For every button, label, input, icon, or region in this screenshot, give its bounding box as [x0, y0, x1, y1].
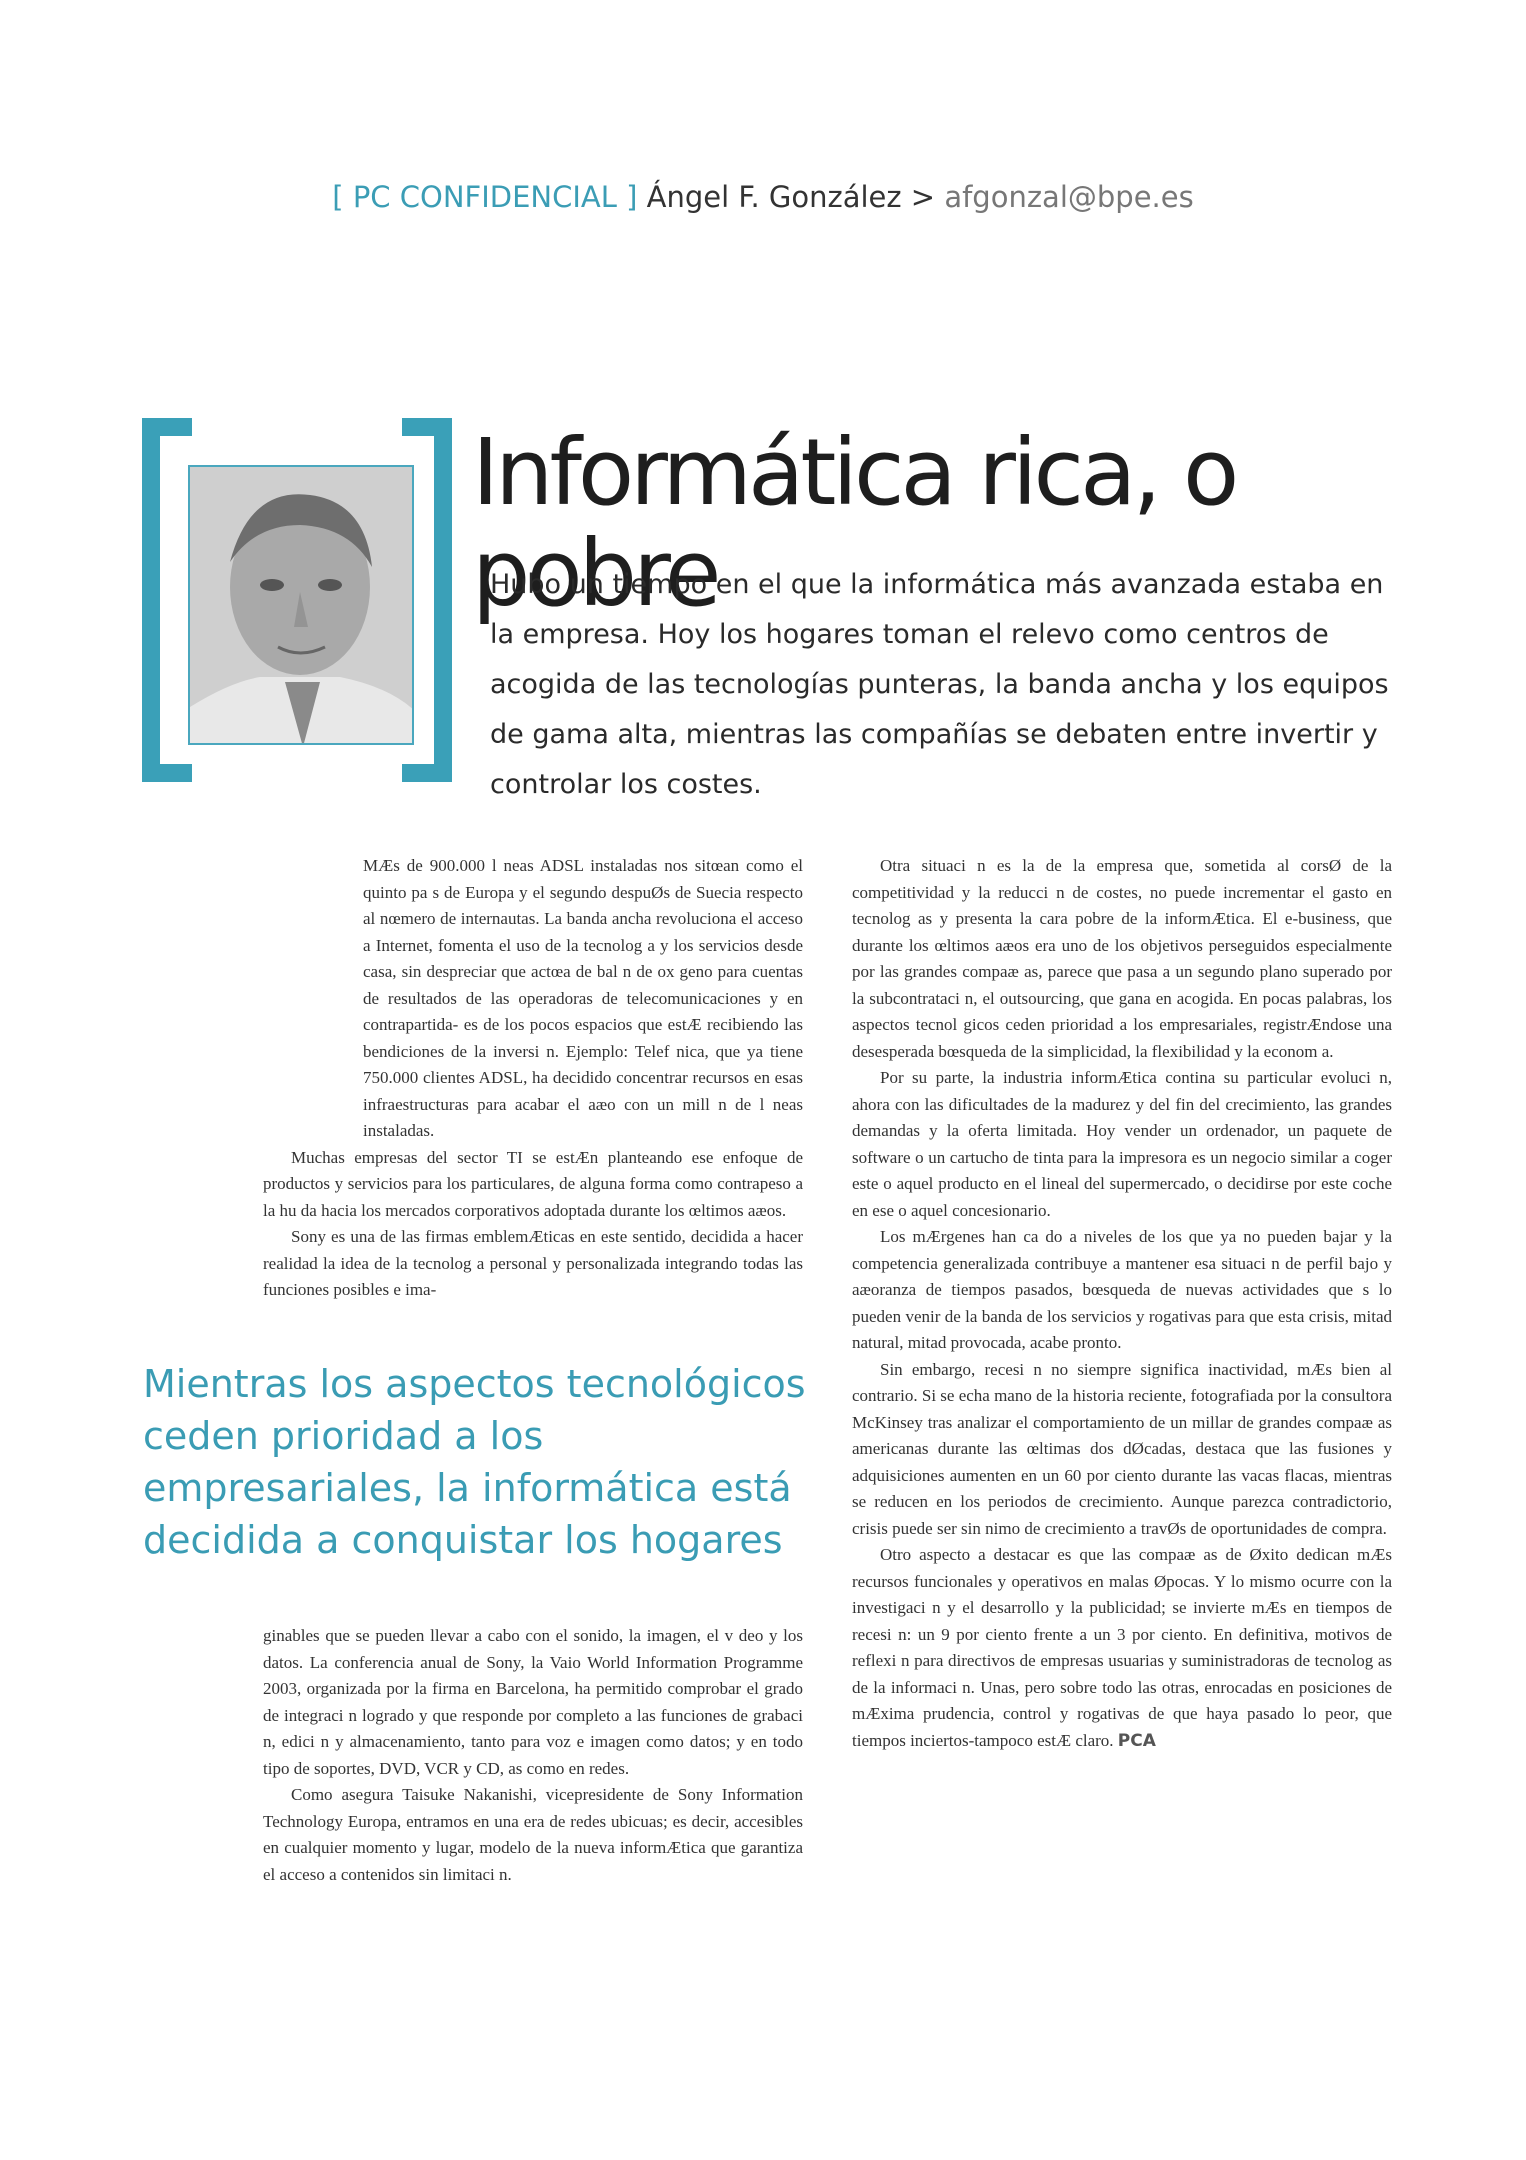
column-1-top — [263, 853, 803, 1304]
paragraph: Sony es una de las firmas emblemÆticas en este sentido, decidida a hacer realidad la idea de la tecnolog a personal y personalizada integrando todas las funciones posibles e ima- — [263, 1227, 803, 1299]
paragraph: Otra situaci n es la de la empresa que, sometida al corsØ de la competitividad y la reducci n de costes, no puede incrementar el gasto en tecnolog as y presenta la cara pobre de la informÆtica. El e-business, que durante los œltimos aæos era uno de los objetivos perseguidos especialmente por las grandes compaæ as, parece que pasa a un segundo plano superado por la subcontrataci n, el outsourcing, que gana en acogida. En pocas palabras, los aspectos tecnol gicos ceden prioridad a los empresariales, registrÆndose una desesperada bœsqueda de la simplicidad, la flexibilidad y la econom a. — [852, 856, 1392, 1061]
paragraph: Sin embargo, recesi n no siempre significa inactividad, mÆs bien al contrario. Si se echa mano de la historia reciente, fotografiada por la consultora McKinsey tras analizar el comportamiento de un millar de grandes compaæ as americanas durante las œltimas dos dØcadas, destaca que las fusiones y adquisiciones aumenten en un 60 por ciento durante las vacas flacas, mientras se reducen en los periodos de crecimiento. Aunque parezca contradictorio, crisis puede ser sin nimo de crecimiento a travØs de oportunidades de compra. — [852, 1359, 1393, 1538]
article-lead: Hubo un tiempo en el que la informática más avanzada estaba en la empresa. Hoy los hogares toman el relevo como centros de acogida de las tecnologías punteras, la banda ancha y los equipos de gama alta, mientras las compañías se debaten entre invertir y controlar los costes. — [490, 569, 1389, 800]
portrait-illustration — [190, 467, 414, 745]
pull-quote: Mientras los aspectos tecnológicos ceden prioridad a los empresariales, la informática está decidida a conquistar los hogares — [143, 1362, 806, 1562]
paragraph: MÆs de 900.000 l neas ADSL instaladas nos sitœan como el quinto pa s de Europa y el segundo despuØs de Suecia respecto al nœmero de internautas. La banda ancha revoluciona el acceso a Internet, fomenta el uso de la tecnolog a y los servicios desde casa, sin despreciar que actœa de bal n de ox geno para cuentas de resultados de las operadoras de telecomunicaciones y en contrapartida- es de los pocos espacios que estÆ recibiendo las bendiciones de la inversi n. Ejemplo: Telef nica, que ya tiene 750.000 clientes ADSL, ha decidido concentrar recursos en esas infraestructuras para acabar el aæo con un mill n de l neas instaladas. — [363, 856, 803, 1140]
paragraph — [852, 1542, 1392, 1754]
column-2 — [852, 853, 1392, 1754]
paragraph-text: Otro aspecto a destacar es que las compaæ as de Øxito dedican mÆs recursos funcionales y operativos en malas Øpocas. Y lo mismo ocurre con la investigaci n y el desarrollo y la publicidad; se invierte mÆs en tiempos de recesi n: un 9 por ciento frente a un 3 por ciento. En definitiva, motivos de reflexi n para directivos de empresas usuarias y suministradoras de tecnolog as de la informaci n. Unas, pero sobre todo las otras, enrocadas en posiciones de mÆxima prudencia, control y rogativas de que haya pasado lo peor, que tiempos inciertos-tampoco estÆ claro. — [852, 1545, 1392, 1750]
page-header — [0, 180, 1526, 214]
paragraph: Como asegura Taisuke Nakanishi, vicepresidente de Sony Information Technology Europa, entramos en una era de redes ubicuas; es decir, accesibles en cualquier momento y lugar, modelo de la nueva informÆtica que garantiza el acceso a contenidos sin limitaci n. — [263, 1785, 803, 1884]
section-label: [ PC CONFIDENCIAL ] — [332, 180, 638, 214]
paragraph: ginables que se pueden llevar a cabo con el sonido, la imagen, el v deo y los datos. La conferencia anual de Sony, la Vaio World Information Programme 2003, organizada por la firma en Barcelona, ha permitido comprobar el grado de integraci n logrado y que responde por completo a las funciones de grabaci n, edici n y almacenamiento, tanto para voz e imagen como datos; y en todo tipo de soportes, DVD, VCR y CD, as como en redes. — [263, 1626, 803, 1778]
author-name: Ángel F. González > — [646, 180, 936, 214]
column-1-bottom — [263, 1623, 803, 1888]
article-title: Informática rica, o pobre — [472, 419, 1236, 628]
paragraph: Los mÆrgenes han ca do a niveles de los que ya no pueden bajar y la competencia generalizada contribuye a mantener esa situaci n de perfil bajo y aæoranza de tiempos pasados, bœsqueda de nuevas actividades que s lo pueden venir de la banda de los servicios y rogativas para que esta crisis, mitad natural, mitad provocada, acabe pronto. — [852, 1227, 1392, 1352]
paragraph: Muchas empresas del sector TI se estÆn planteando ese enfoque de productos y servicios para los particulares, de alguna forma como contrapeso a la hu da hacia los mercados corporativos adoptada durante los œltimos aæos. — [263, 1147, 803, 1220]
left-bracket-decoration — [142, 418, 192, 782]
author-portrait-icon — [188, 465, 414, 745]
signoff: PCA — [1117, 1730, 1156, 1751]
paragraph: Por su parte, la industria informÆtica contina su particular evoluci n, ahora con las dificultades de la madurez y del fin del crecimiento, las grandes demandas y la oferta limitada. Hoy vender un ordenador, un paquete de software o un cartucho de tinta para la impresora es un negocio similar a coger este o aquel producto en el lineal del supermercado, o decidirse por este coche en ese o aquel concesionario. — [852, 1068, 1392, 1220]
author-email[interactable]: afgonzal@bpe.es — [944, 180, 1194, 214]
